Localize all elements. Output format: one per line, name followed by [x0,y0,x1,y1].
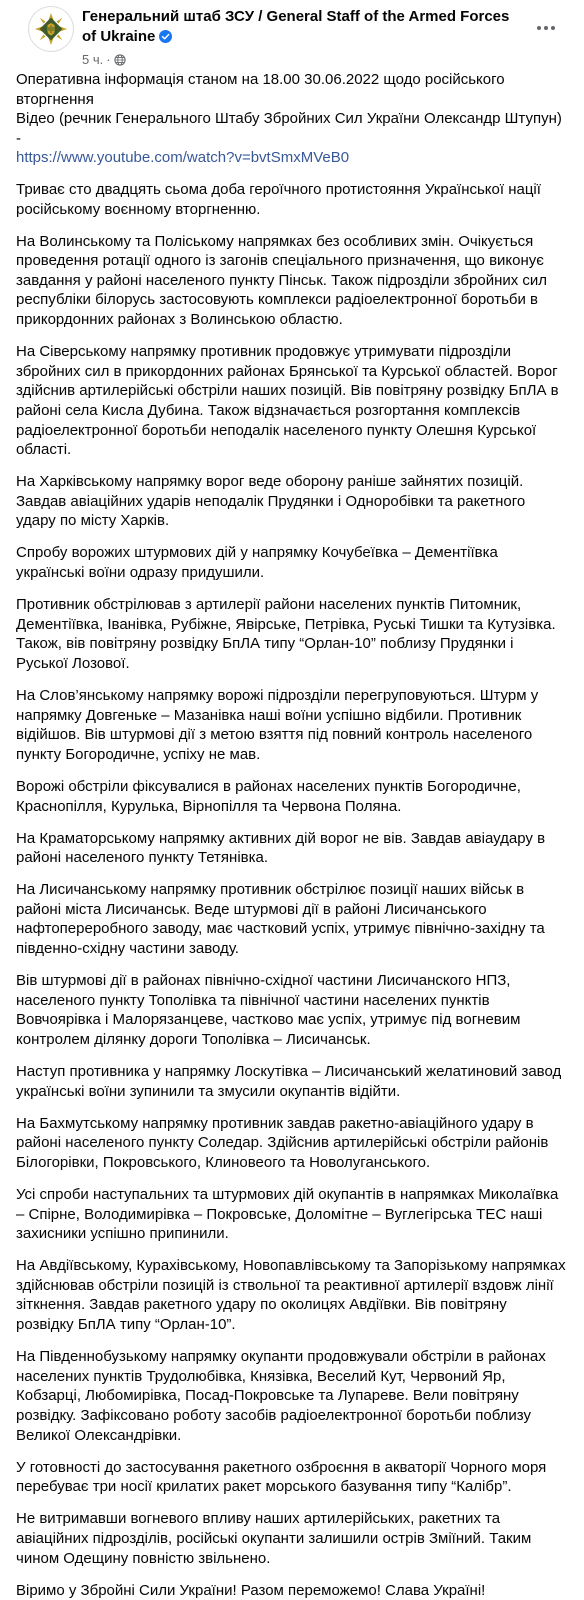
verified-badge-icon [159,29,172,49]
meta-separator: · [106,52,111,67]
post-paragraph: На Південнобузькому напрямку окупанти продовжували обстріли в районах населених пунктів Трудолюбівка, Князівка, Веселий Кут, Червоний Яр, Кобзарці, Любомирівка, Посад-Покровське та Лупареве. Вели повітряну розвідку. Зафіксовано роботу засобів радіоелектронної боротьби поблизу Великої Олександрівки. [16,1348,546,1444]
post-paragraph: На Волинському та Поліському напрямках без особливих змін. Очікується проведення ротації одного із загонів спеціального призначення, що виконує завдання у районі населеного пункту Пінськ. Також підрозділи збройних сил республіки білорусь застосовують комплекси радіоелектронної боротьби в прикордонних районах з Волинською областю. [16,232,548,329]
general-staff-emblem-icon [32,10,70,48]
post-paragraph: Ворожі обстріли фіксувалися в районах населених пунктів Богородичне, Краснопілля, Курулька, Вірнопілля та Червона Поляна. [16,777,521,815]
post-paragraph: У готовності до застосування ракетного озброєння в акваторії Чорного моря перебуває три носії крилатих ракет морського базування типу “Калібр”. [16,1458,547,1496]
post-body [16,70,568,1600]
post-intro [16,70,568,168]
post-paragraph: Усі спроби наступальних та штурмових дій окупантів в напрямках Миколаївка – Спірне, Володимирівка – Покровське, Доломітне – Вуглегірська ТЕС наші захисники успішно припинили. [16,1186,559,1243]
page-name-text: Генеральний штаб ЗСУ / General Staff of the Armed Forces of Ukraine [82,8,510,45]
page-name-link[interactable] [82,7,522,49]
globe-icon[interactable] [114,54,126,70]
post-paragraph: Не витримавши вогневого впливу наших артилерійських, ракетних та авіаційних підрозділів, російські окупанти залишили острів Зміїний. Таким чином Одещину повністю звільнено. [16,1510,532,1567]
youtube-link[interactable]: https://www.youtube.com/watch?v=bvtSmxMVeB0 [16,149,350,167]
post-paragraph: На Бахмутському напрямку противник завдав ракетно-авіаційного удару в районі населеного пункту Соледар. Здійснив артилерійські обстріли районів Білогорівки, Покровського, Клиновеого та Новолуганського. [16,1114,549,1171]
post-title-block [82,7,522,70]
page-avatar[interactable] [28,6,74,52]
post-paragraph: На Харківському напрямку ворог веде оборону раніше зайнятих позицій. Завдав авіаційних ударів неподалік Прудянки і Одноробівки та ракетного удару по місту Харків. [16,473,526,530]
post-meta [82,52,522,70]
more-options-button[interactable] [528,8,564,44]
more-dots-icon [536,17,557,35]
post-closing: Віримо у Збройні Сили України! Разом переможемо! Слава Україні! [16,1581,486,1599]
post-paragraph: На Авдіївському, Курахівському, Новопавлівському та Запорізькому напрямках здійснював обстріли позицій із ствольної та реактивної артилерії вздовж лінії зіткнення. Завдав ракетного удару по околицях Авдіївки. Вів повітряну розвідку БпЛА типу “Орлан-10”. [16,1257,566,1334]
post-paragraph: Спробу ворожих штурмових дій у напрямку Кочубеївка – Дементіївка українські воїни одразу придушили. [16,544,498,582]
post-header [16,0,568,70]
intro-title: Оперативна інформація станом на 18.00 30.06.2022 щодо російського вторгнення [16,71,505,108]
post-paragraph: Вів штурмові дії в районах північно-східної частини Лисичанского НПЗ, населеного пункту Тополівка та північної частини населених пунктів Вовчоярівка і Малорязанцеве, частково має успіх, утримує під вогневим контролем ділянку дороги Тополівка – Лисичанськ. [16,972,521,1048]
post-timestamp[interactable]: 5 ч. [82,52,104,67]
post-paragraph: Триває сто двадцять сьома доба героїчного протистояння Української нації російському воєнному вторгненню. [16,180,541,218]
intro-video-caption: Відео (речник Генерального Штабу Збройних Сил України Олександр Штупун) - [16,110,562,147]
post-paragraph: На Лисичанському напрямку противник обстрілює позиції наших військ в районі міста Лисичанськ. Веде штурмові дії в районі Лисичанського нафтопереробного заводу, має частковий успіх, утримує північно-західну та південно-східну частини заводу. [16,881,545,958]
post-paragraph: На Сіверському напрямку противник продовжує утримувати підрозділи збройних сил в прикордонних районах Брянської та Курської областей. Ворог здійснив артилерійські обстріли наших позицій. Вів повітряну розвідку БпЛА в районі села Кисла Дубина. Також відзначається розгортання комплексів радіоелектронної боротьби неподалік населеного пункту Олешня Курської області. [16,343,559,459]
post-paragraph: Наступ противника у напрямку Лоскутівка – Лисичанський желатиновий завод українські воїни зупинили та змусили окупантів відійти. [16,1063,562,1100]
post-paragraph: Противник обстрілював з артилерії райони населених пунктів Питомник, Дементіївка, Іванівка, Рубіжне, Явірське, Петрівка, Руські Тишки та Кутузівка. Також, вів повітряну розвідку БпЛА типу “Орлан-10” поблизу Прудянки і Руської Лозової. [16,596,556,672]
post-paragraph: На Краматорському напрямку активних дій ворог не вів. Завдав авіаудару в районі населеного пункту Тетянівка. [16,829,546,867]
post-paragraph: На Слов’янському напрямку ворожі підрозділи перегруповуються. Штурм у напрямку Довгеньке – Мазанівка наші воїни успішно відбили. Противник відійшов. Вів штурмові дії з метою взяття під повний контроль населеного пункту Богородичне, успіху не мав. [16,687,539,763]
